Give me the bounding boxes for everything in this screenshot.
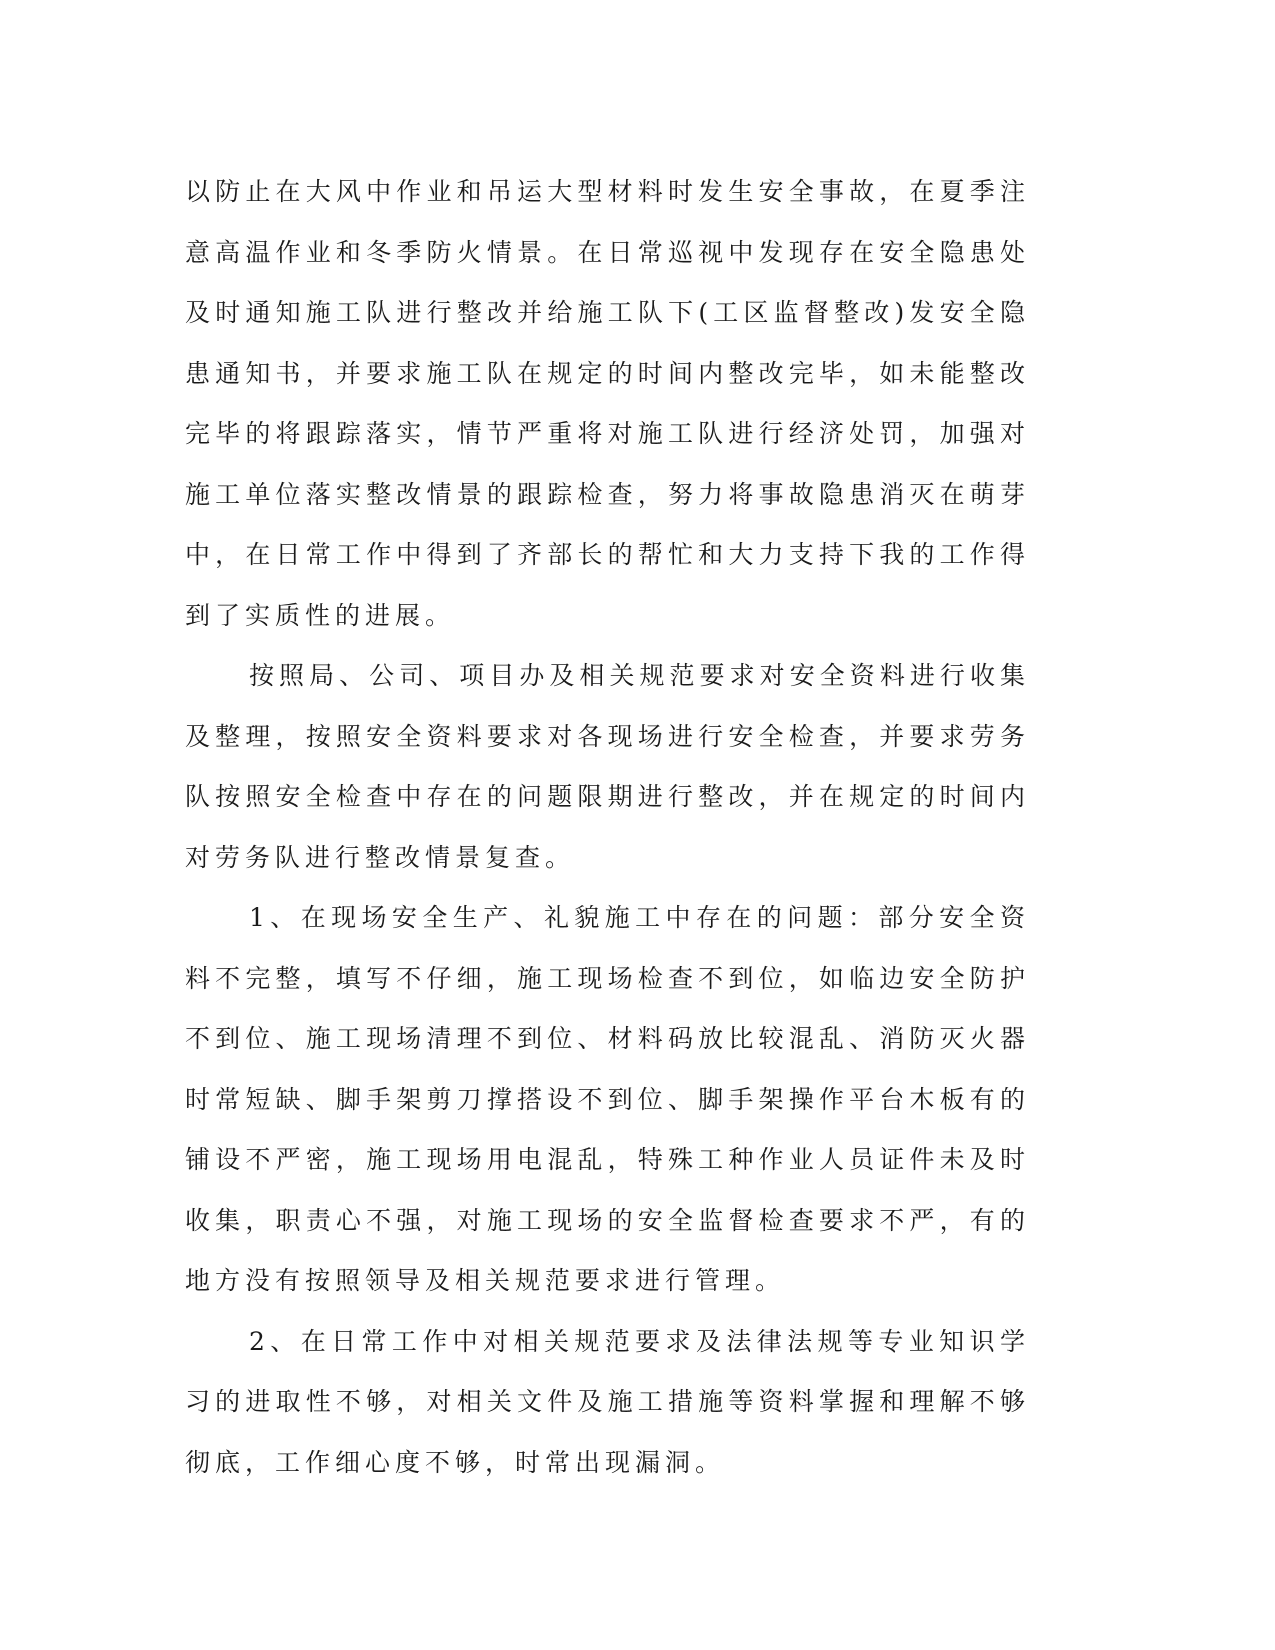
document-body	[185, 162, 1030, 1493]
paragraph-1: 以防止在大风中作业和吊运大型材料时发生安全事故，在夏季注意高温作业和冬季防火情景。在日常巡视中发现存在安全隐患处及时通知施工队进行整改并给施工队下(工区监督整改)发安全隐患通知书，并要求施工队在规定的时间内整改完毕，如未能整改完毕的将跟踪落实，情节严重将对施工队进行经济处罚，加强对施工单位落实整改情景的跟踪检查，努力将事故隐患消灭在萌芽中，在日常工作中得到了齐部长的帮忙和大力支持下我的工作得到了实质性的进展。	[185, 177, 1030, 630]
paragraph-4: 2、在日常工作中对相关规范要求及法律法规等专业知识学习的进取性不够，对相关文件及施工措施等资料掌握和理解不够彻底，工作细心度不够，时常出现漏洞。	[185, 1326, 1030, 1477]
paragraph-3: 1、在现场安全生产、礼貌施工中存在的问题：部分安全资料不完整，填写不仔细，施工现场检查不到位，如临边安全防护不到位、施工现场清理不到位、材料码放比较混乱、消防灭火器时常短缺、脚手架剪刀撑搭设不到位、脚手架操作平台木板有的铺设不严密，施工现场用电混乱，特殊工种作业人员证件未及时收集，职责心不强，对施工现场的安全监督检查要求不严，有的地方没有按照领导及相关规范要求进行管理。	[185, 903, 1030, 1295]
paragraph-2: 按照局、公司、项目办及相关规范要求对安全资料进行收集及整理，按照安全资料要求对各现场进行安全检查，并要求劳务队按照安全检查中存在的问题限期进行整改，并在规定的时间内对劳务队进行整改情景复查。	[185, 661, 1030, 872]
